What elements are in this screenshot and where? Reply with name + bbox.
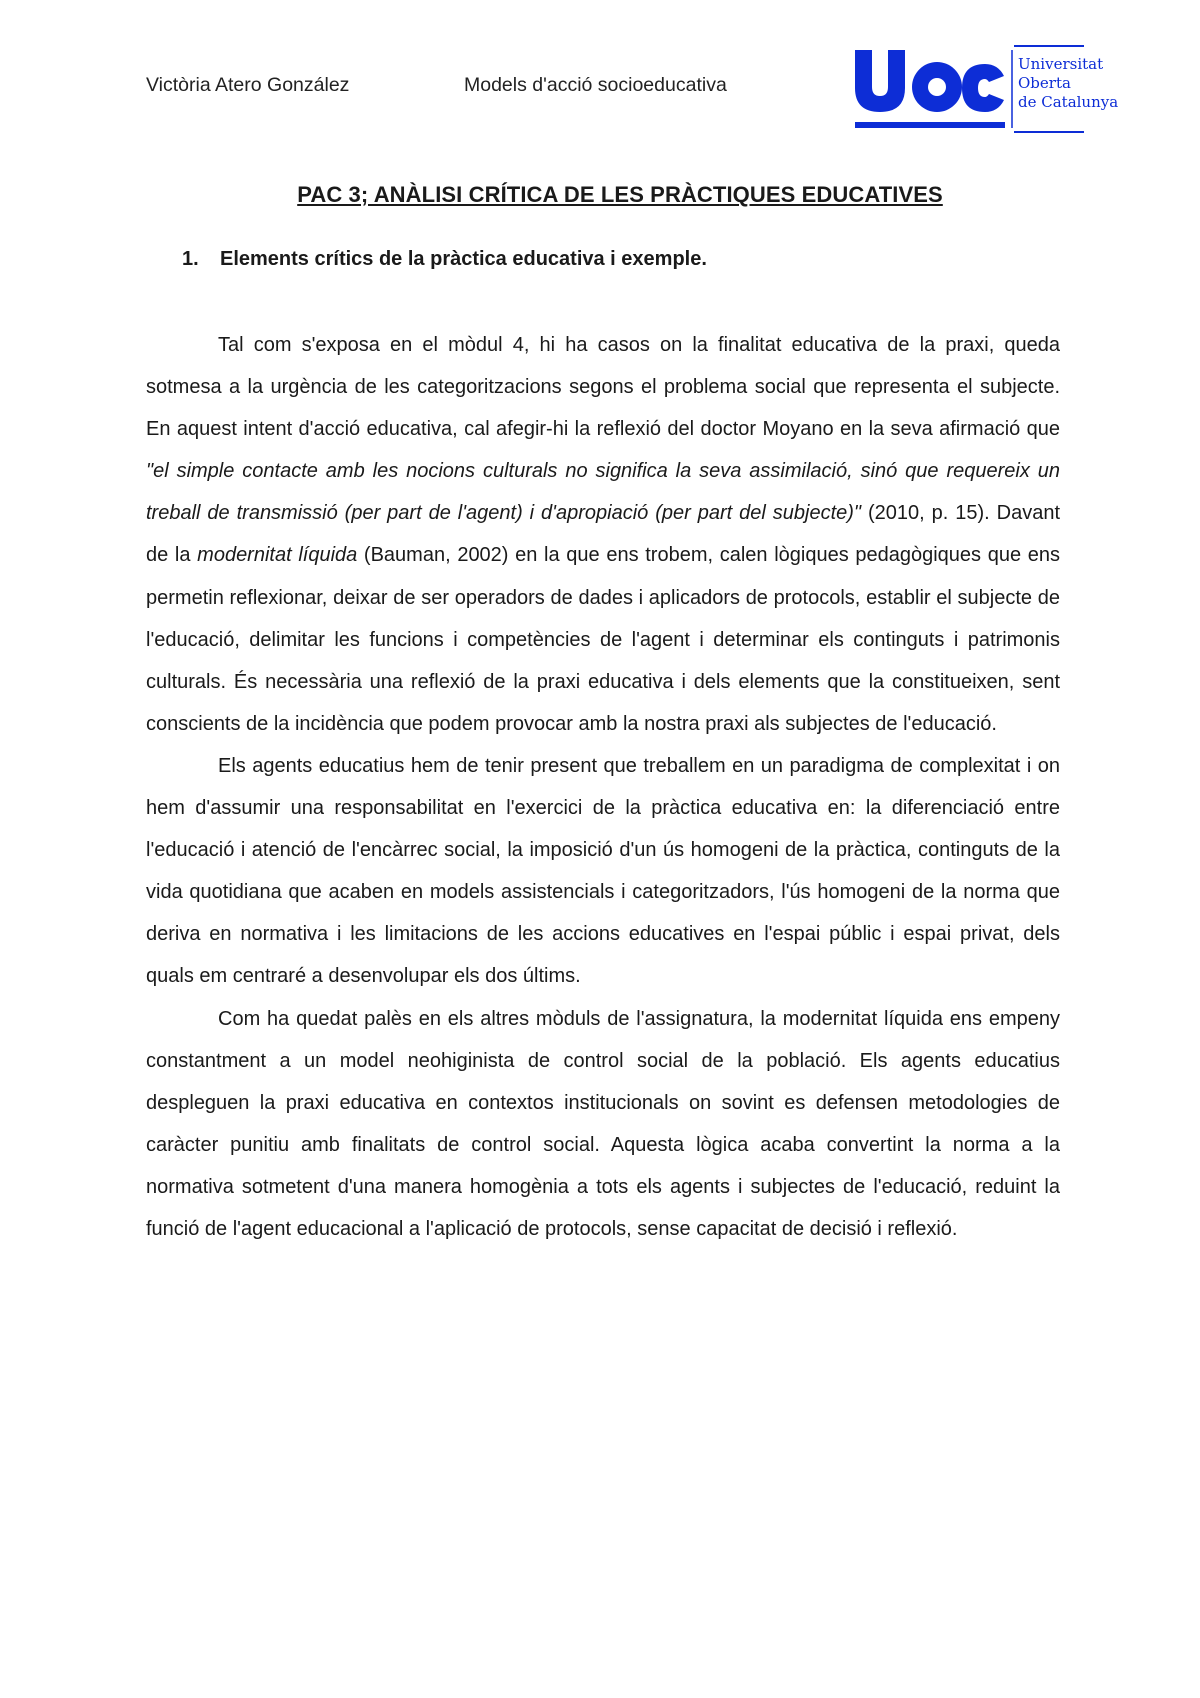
liquid-modernity-term: modernitat líquida: [197, 544, 358, 567]
moyano-quote: "el simple contacte amb les nocions culturals no significa la seva assimilació, sinó que requereix un treball de transmissió (per part de l'agent) i d'apropiació (per part del subjecte)": [146, 460, 1060, 525]
paragraph-1: [146, 324, 1060, 745]
header-author: Victòria Atero González: [146, 74, 350, 96]
section-heading: [182, 248, 707, 271]
body-text: [146, 324, 1060, 1250]
paragraph-1-text-a: Tal com s'exposa en el mòdul 4, hi ha casos on la finalitat educativa de la praxi, queda sotmesa a la urgència de les categoritzacions segons el problema social que representa el subjecte. En aquest intent d'acció educativa, cal afegir-hi la reflexió del doctor Moyano en la seva afirmació que: [146, 334, 1060, 441]
uoc-logo: [851, 46, 1119, 134]
section-title: Elements crítics de la pràctica educativa i exemple.: [220, 248, 707, 270]
uoc-line-1: Universitat: [1018, 55, 1104, 73]
header-subject: Models d'acció socioeducativa: [464, 74, 727, 96]
uoc-line-3: de Catalunya: [1018, 93, 1119, 111]
paragraph-1-text-c: (Bauman, 2002) en la que ens trobem, calen lògiques pedagògiques que ens permetin reflexionar, deixar de ser operadors de dades i aplicadors de protocols, establir el subjecte de l'educació, delimitar les funcions i competències de l'agent i determinar els continguts i patrimonis culturals. És necessària una reflexió de la praxi educativa i dels elements que la constitueixen, sent conscients de la incidència que podem provocar amb la nostra praxi als subjectes de l'educació.: [146, 544, 1061, 735]
section-number: 1.: [182, 248, 199, 270]
paragraph-3: Com ha quedat palès en els altres mòduls de l'assignatura, la modernitat líquida ens empeny constantment a un model neohiginista de control social de la població. Els agents educatius despleguen la praxi educativa en contextos institucionals on sovint es defensen metodologies de caràcter punitiu amb finalitats de control social. Aquesta lògica acaba convertint la norma a la normativa sotmetent d'una manera homogènia a tots els agents i subjectes de l'educació, reduint la funció de l'agent educacional a l'aplicació de protocols, sense capacitat de decisió i reflexió.: [146, 1007, 1060, 1240]
uoc-line-2: Oberta: [1018, 74, 1071, 92]
paragraph-2: Els agents educatius hem de tenir present que treballem en un paradigma de complexitat i on hem d'assumir una responsabilitat en l'exercici de la pràctica educativa en: la diferenciació entre l'educació i atenció de l'encàrrec social, la imposició d'un ús homogeni de la pràctica, continguts de la vida quotidiana que acaben en models assistencials i categoritzadors, l'ús homogeni de la norma que deriva en normativa i les limitacions de les accions educatives en l'espai públic i espai privat, dels quals em centraré a desenvolupar els dos últims.: [146, 754, 1060, 988]
paragraph-1-text-b: (2010, p. 15). Davant de la: [146, 502, 1060, 567]
document-title: PAC 3; ANÀLISI CRÍTICA DE LES PRÀCTIQUES EDUCATIVES: [297, 182, 943, 207]
